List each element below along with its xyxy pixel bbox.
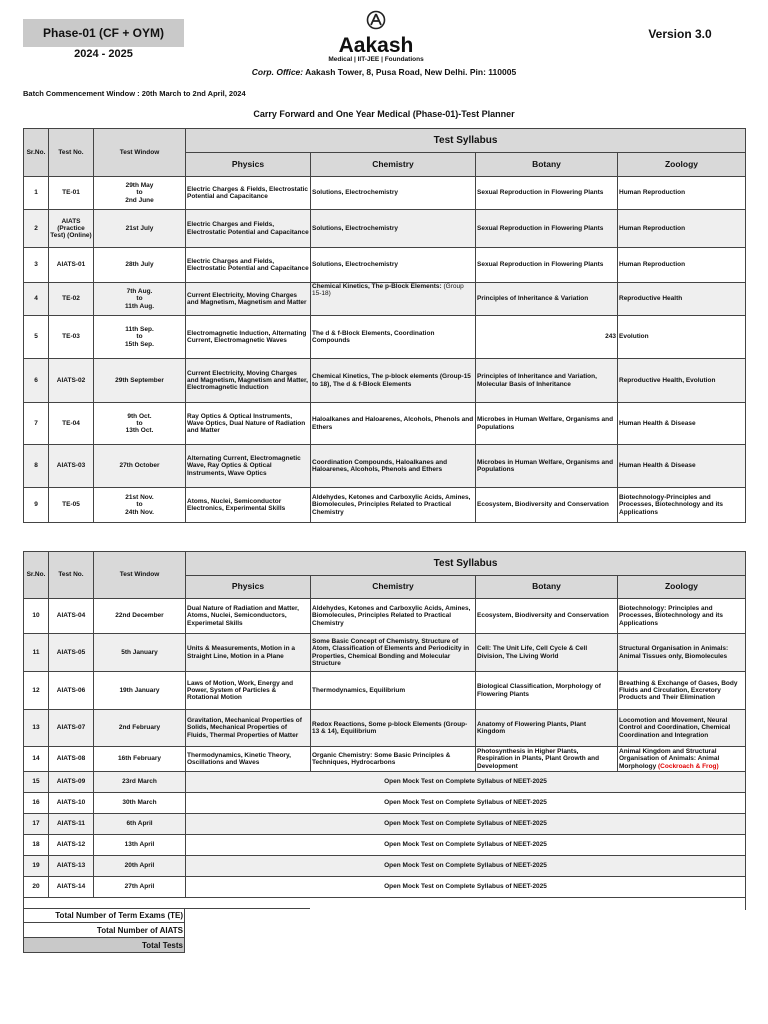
test-no: TE-01 [49, 177, 94, 210]
table-row [24, 710, 746, 747]
merged-syllabus: Open Mock Test on Complete Syllabus of NEET-2025 [186, 835, 746, 856]
physics-syllabus: Alternating Current, Electromagnetic Wave, Ray Optics & Optical Instruments, Wave Optics [186, 445, 311, 488]
sr-no: 5 [24, 316, 49, 359]
table-row [24, 248, 746, 283]
sr-no: 20 [24, 877, 49, 898]
zoology-syllabus: Biotechnology-Principles and Processes, Biotechnology and its Applications [618, 488, 746, 523]
total-term-exams-label: Total Number of Term Exams (TE) [24, 908, 185, 923]
test-window: 30th March [94, 793, 186, 814]
sr-no: 17 [24, 814, 49, 835]
botany-syllabus: Sexual Reproduction in Flowering Plants [476, 177, 618, 210]
table-row [24, 316, 746, 359]
col-header-test-window: Test Window [94, 552, 186, 599]
test-planner-table-2 [23, 551, 746, 910]
zoology-syllabus: Reproductive Health, Evolution [618, 359, 746, 403]
sr-no: 18 [24, 835, 49, 856]
phase-label: Phase-01 (CF + OYM) [23, 19, 184, 47]
chemistry-syllabus: Coordination Compounds, Haloalkanes and Haloarenes, Alcohols, Phenols and Ethers [311, 445, 476, 488]
logo-wordmark: Aakash [338, 34, 414, 57]
chemistry-syllabus: Solutions, Electrochemistry [311, 177, 476, 210]
physics-syllabus: Dual Nature of Radiation and Matter, Atoms, Nuclei, Semiconductors, Experimetal Skills [186, 599, 311, 634]
academic-year: 2024 - 2025 [74, 48, 133, 60]
version-label: Version 3.0 [648, 27, 712, 41]
table-row [24, 283, 746, 316]
batch-window: Batch Commencement Window : 20th March to 2nd April, 2024 [23, 89, 246, 98]
col-header-zoology: Zoology [618, 153, 746, 177]
test-no: AIATS-08 [49, 747, 94, 772]
test-window: 11th Sep. to 15th Sep. [94, 316, 186, 359]
col-header-test-syllabus: Test Syllabus [186, 552, 746, 576]
sr-no: 16 [24, 793, 49, 814]
botany-syllabus: Sexual Reproduction in Flowering Plants [476, 210, 618, 248]
sr-no: 11 [24, 634, 49, 672]
physics-syllabus: Current Electricity, Moving Charges and Magnetism, Magnetism and Matter, Electromagnetic Induction [186, 359, 311, 403]
test-no: AIATS-12 [49, 835, 94, 856]
zoology-syllabus: Human Health & Disease [618, 403, 746, 445]
col-header-physics: Physics [186, 576, 311, 599]
col-header-physics: Physics [186, 153, 311, 177]
planner-title: Carry Forward and One Year Medical (Phase-01)-Test Planner [253, 109, 515, 119]
zoology-syllabus: Human Reproduction [618, 177, 746, 210]
test-no: AIATS-09 [49, 772, 94, 793]
table-row [24, 177, 746, 210]
chemistry-syllabus: Haloalkanes and Haloarenes, Alcohols, Phenols and Ethers [311, 403, 476, 445]
table-row [24, 634, 746, 672]
physics-syllabus: Laws of Motion, Work, Energy and Power, System of Particles & Rotational Motion [186, 672, 311, 710]
test-no: AIATS-04 [49, 599, 94, 634]
sr-no: 12 [24, 672, 49, 710]
test-window: 21st Nov. to 24th Nov. [94, 488, 186, 523]
test-no: AIATS-01 [49, 248, 94, 283]
test-no: TE-05 [49, 488, 94, 523]
botany-syllabus: Photosynthesis in Higher Plants, Respiration in Plants, Plant Growth and Development [476, 747, 618, 772]
test-window: 2nd February [94, 710, 186, 747]
table-row [24, 772, 746, 793]
col-header-sr: Sr.No. [24, 552, 49, 599]
chemistry-syllabus-main: Chemical Kinetics, The p-Block Elements: [312, 283, 442, 290]
table-row [24, 814, 746, 835]
botany-syllabus: Anatomy of Flowering Plants, Plant Kingdom [476, 710, 618, 747]
zoology-syllabus: Evolution [618, 316, 746, 359]
chemistry-syllabus: Organic Chemistry: Some Basic Principles & Techniques, Hydrocarbons [311, 747, 476, 772]
test-no: AIATS-06 [49, 672, 94, 710]
physics-syllabus: Ray Optics & Optical Instruments, Wave Optics, Dual Nature of Radiation and Matter [186, 403, 311, 445]
zoology-syllabus: Locomotion and Movement, Neural Control and Coordination, Chemical Coordination and Integration [618, 710, 746, 747]
botany-syllabus: Principles of Inheritance and Variation, Molecular Basis of Inheritance [476, 359, 618, 403]
test-window: 21st July [94, 210, 186, 248]
botany-syllabus: Ecosystem, Biodiversity and Conservation [476, 488, 618, 523]
sr-no: 2 [24, 210, 49, 248]
test-window: 23rd March [94, 772, 186, 793]
corp-office-address: Aakash Tower, 8, Pusa Road, New Delhi. Pin: 110005 [305, 67, 517, 77]
table-row [24, 856, 746, 877]
chemistry-syllabus: Thermodynamics, Equilibrium [311, 672, 476, 710]
sr-no: 10 [24, 599, 49, 634]
physics-syllabus: Electric Charges and Fields, Electrostatic Potential and Capacitance [186, 210, 311, 248]
test-window: 27th April [94, 877, 186, 898]
zoology-syllabus-main: Animal Kingdom and Structural Organisation of Animals: Animal Morphology [619, 748, 720, 770]
test-window: 9th Oct. to 13th Oct. [94, 403, 186, 445]
aakash-logo [328, 10, 424, 68]
sr-no: 15 [24, 772, 49, 793]
botany-syllabus: Cell: The Unit Life, Cell Cycle & Cell Division, The Living World [476, 634, 618, 672]
test-no: TE-04 [49, 403, 94, 445]
botany-syllabus: Principles of Inheritance & Variation [476, 283, 618, 316]
test-window: 27th October [94, 445, 186, 488]
table-row [24, 877, 746, 898]
corp-office-label: Corp. Office: [251, 67, 304, 77]
sr-no: 14 [24, 747, 49, 772]
col-header-botany: Botany [476, 153, 618, 177]
test-window: 13th April [94, 835, 186, 856]
col-header-chemistry: Chemistry [311, 576, 476, 599]
chemistry-syllabus: Aldehydes, Ketones and Carboxylic Acids, Amines, Biomolecules, Principles Related to Practical Chemistry [311, 599, 476, 634]
physics-syllabus: Electric Charges and Fields, Electrostatic Potential and Capacitance [186, 248, 311, 283]
test-no: AIATS-03 [49, 445, 94, 488]
zoology-syllabus: Structural Organisation in Animals: Animal Tissues only, Biomolecules [618, 634, 746, 672]
test-window: 7th Aug. to 11th Aug. [94, 283, 186, 316]
table-row [24, 359, 746, 403]
test-no: AIATS-14 [49, 877, 94, 898]
zoology-syllabus: Human Reproduction [618, 248, 746, 283]
test-no: AIATS-07 [49, 710, 94, 747]
sr-no: 3 [24, 248, 49, 283]
zoology-syllabus [618, 747, 746, 772]
col-header-test-syllabus: Test Syllabus [186, 129, 746, 153]
table-row [24, 672, 746, 710]
test-no: AIATS (Practice Test) (Online) [49, 210, 94, 248]
chemistry-syllabus: The d & f-Block Elements, Coordination Compounds [311, 316, 476, 359]
table-row [24, 835, 746, 856]
physics-syllabus: Atoms, Nuclei, Semiconductor Electronics, Experimental Skills [186, 488, 311, 523]
table-row [24, 599, 746, 634]
chemistry-syllabus: Solutions, Electrochemistry [311, 248, 476, 283]
col-header-test-no: Test No. [49, 552, 94, 599]
botany-syllabus: Biological Classification, Morphology of Flowering Plants [476, 672, 618, 710]
total-aiats-label: Total Number of AIATS [24, 923, 185, 938]
botany-syllabus: Ecosystem, Biodiversity and Conservation [476, 599, 618, 634]
physics-syllabus: Electric Charges & Fields, Electrostatic Potential and Capacitance [186, 177, 311, 210]
table-row [24, 488, 746, 523]
sr-no: 9 [24, 488, 49, 523]
test-window: 5th January [94, 634, 186, 672]
table-row [24, 747, 746, 772]
col-header-test-no: Test No. [49, 129, 94, 177]
test-no: AIATS-11 [49, 814, 94, 835]
test-window: 28th July [94, 248, 186, 283]
col-header-chemistry: Chemistry [311, 153, 476, 177]
chemistry-syllabus: Chemical Kinetics, The p-block elements (Group-15 to 18), The d & f-Block Elements [311, 359, 476, 403]
sr-no: 19 [24, 856, 49, 877]
merged-syllabus: Open Mock Test on Complete Syllabus of NEET-2025 [186, 856, 746, 877]
test-window: 29th May to 2nd June [94, 177, 186, 210]
logo-emblem-icon [364, 10, 388, 30]
test-no: AIATS-10 [49, 793, 94, 814]
table-row [24, 403, 746, 445]
test-window: 19th January [94, 672, 186, 710]
col-header-zoology: Zoology [618, 576, 746, 599]
table-row [24, 210, 746, 248]
merged-syllabus: Open Mock Test on Complete Syllabus of NEET-2025 [186, 814, 746, 835]
chemistry-syllabus: Aldehydes, Ketones and Carboxylic Acids, Amines, Biomolecules, Principles Related to Practical Chemistry [311, 488, 476, 523]
test-window: 22nd December [94, 599, 186, 634]
test-no: TE-03 [49, 316, 94, 359]
sr-no: 8 [24, 445, 49, 488]
chemistry-syllabus [311, 283, 476, 316]
zoology-syllabus-highlight: (Cockroach & Frog) [658, 762, 719, 770]
col-header-botany: Botany [476, 576, 618, 599]
sr-no: 13 [24, 710, 49, 747]
physics-syllabus: Current Electricity, Moving Charges and Magnetism, Magnetism and Matter [186, 283, 311, 316]
sr-no: 1 [24, 177, 49, 210]
table-row [24, 793, 746, 814]
test-window: 29th September [94, 359, 186, 403]
col-header-test-window: Test Window [94, 129, 186, 177]
col-header-sr: Sr.No. [24, 129, 49, 177]
test-no: TE-02 [49, 283, 94, 316]
physics-syllabus: Gravitation, Mechanical Properties of Solids, Mechanical Properties of Fluids, Thermal Properties of Matter [186, 710, 311, 747]
corporate-office [150, 67, 618, 77]
physics-syllabus: Thermodynamics, Kinetic Theory, Oscillations and Waves [186, 747, 311, 772]
merged-syllabus: Open Mock Test on Complete Syllabus of NEET-2025 [186, 793, 746, 814]
sr-no: 7 [24, 403, 49, 445]
logo-tagline: Medical | IIT-JEE | Foundations [328, 56, 424, 63]
test-window: 6th April [94, 814, 186, 835]
test-window: 20th April [94, 856, 186, 877]
zoology-syllabus: Reproductive Health [618, 283, 746, 316]
test-no: AIATS-13 [49, 856, 94, 877]
merged-syllabus: Open Mock Test on Complete Syllabus of NEET-2025 [186, 877, 746, 898]
physics-syllabus: Electromagnetic Induction, Alternating Current, Electromagnetic Waves [186, 316, 311, 359]
zoology-syllabus: Breathing & Exchange of Gases, Body Fluids and Circulation, Excretory Products and Their Elimination [618, 672, 746, 710]
zoology-syllabus: Human Health & Disease [618, 445, 746, 488]
chemistry-syllabus: Some Basic Concept of Chemistry, Structure of Atom, Classification of Elements and Periodicity in Properties, Chemical Bonding and Molecular Structure [311, 634, 476, 672]
test-no: AIATS-05 [49, 634, 94, 672]
botany-syllabus: Sexual Reproduction in Flowering Plants [476, 248, 618, 283]
chemistry-syllabus-extra: (Group 15-18) [312, 283, 464, 298]
physics-syllabus: Units & Measurements, Motion in a Straight Line, Motion in a Plane [186, 634, 311, 672]
test-no: AIATS-02 [49, 359, 94, 403]
botany-syllabus: 243 [476, 316, 618, 359]
totals-table [23, 908, 185, 953]
chemistry-syllabus: Redox Reactions, Some p-block Elements (Group-13 & 14), Equilibrium [311, 710, 476, 747]
chemistry-syllabus: Solutions, Electrochemistry [311, 210, 476, 248]
botany-syllabus: Microbes in Human Welfare, Organisms and Populations [476, 403, 618, 445]
sr-no: 4 [24, 283, 49, 316]
test-planner-table-1 [23, 128, 746, 523]
zoology-syllabus: Biotechnology: Principles and Processes, Biotechnology and its Applications [618, 599, 746, 634]
table-row [24, 445, 746, 488]
merged-syllabus: Open Mock Test on Complete Syllabus of NEET-2025 [186, 772, 746, 793]
test-window: 16th February [94, 747, 186, 772]
zoology-syllabus: Human Reproduction [618, 210, 746, 248]
sr-no: 6 [24, 359, 49, 403]
total-tests-label: Total Tests [24, 938, 185, 953]
botany-syllabus: Microbes in Human Welfare, Organisms and Populations [476, 445, 618, 488]
